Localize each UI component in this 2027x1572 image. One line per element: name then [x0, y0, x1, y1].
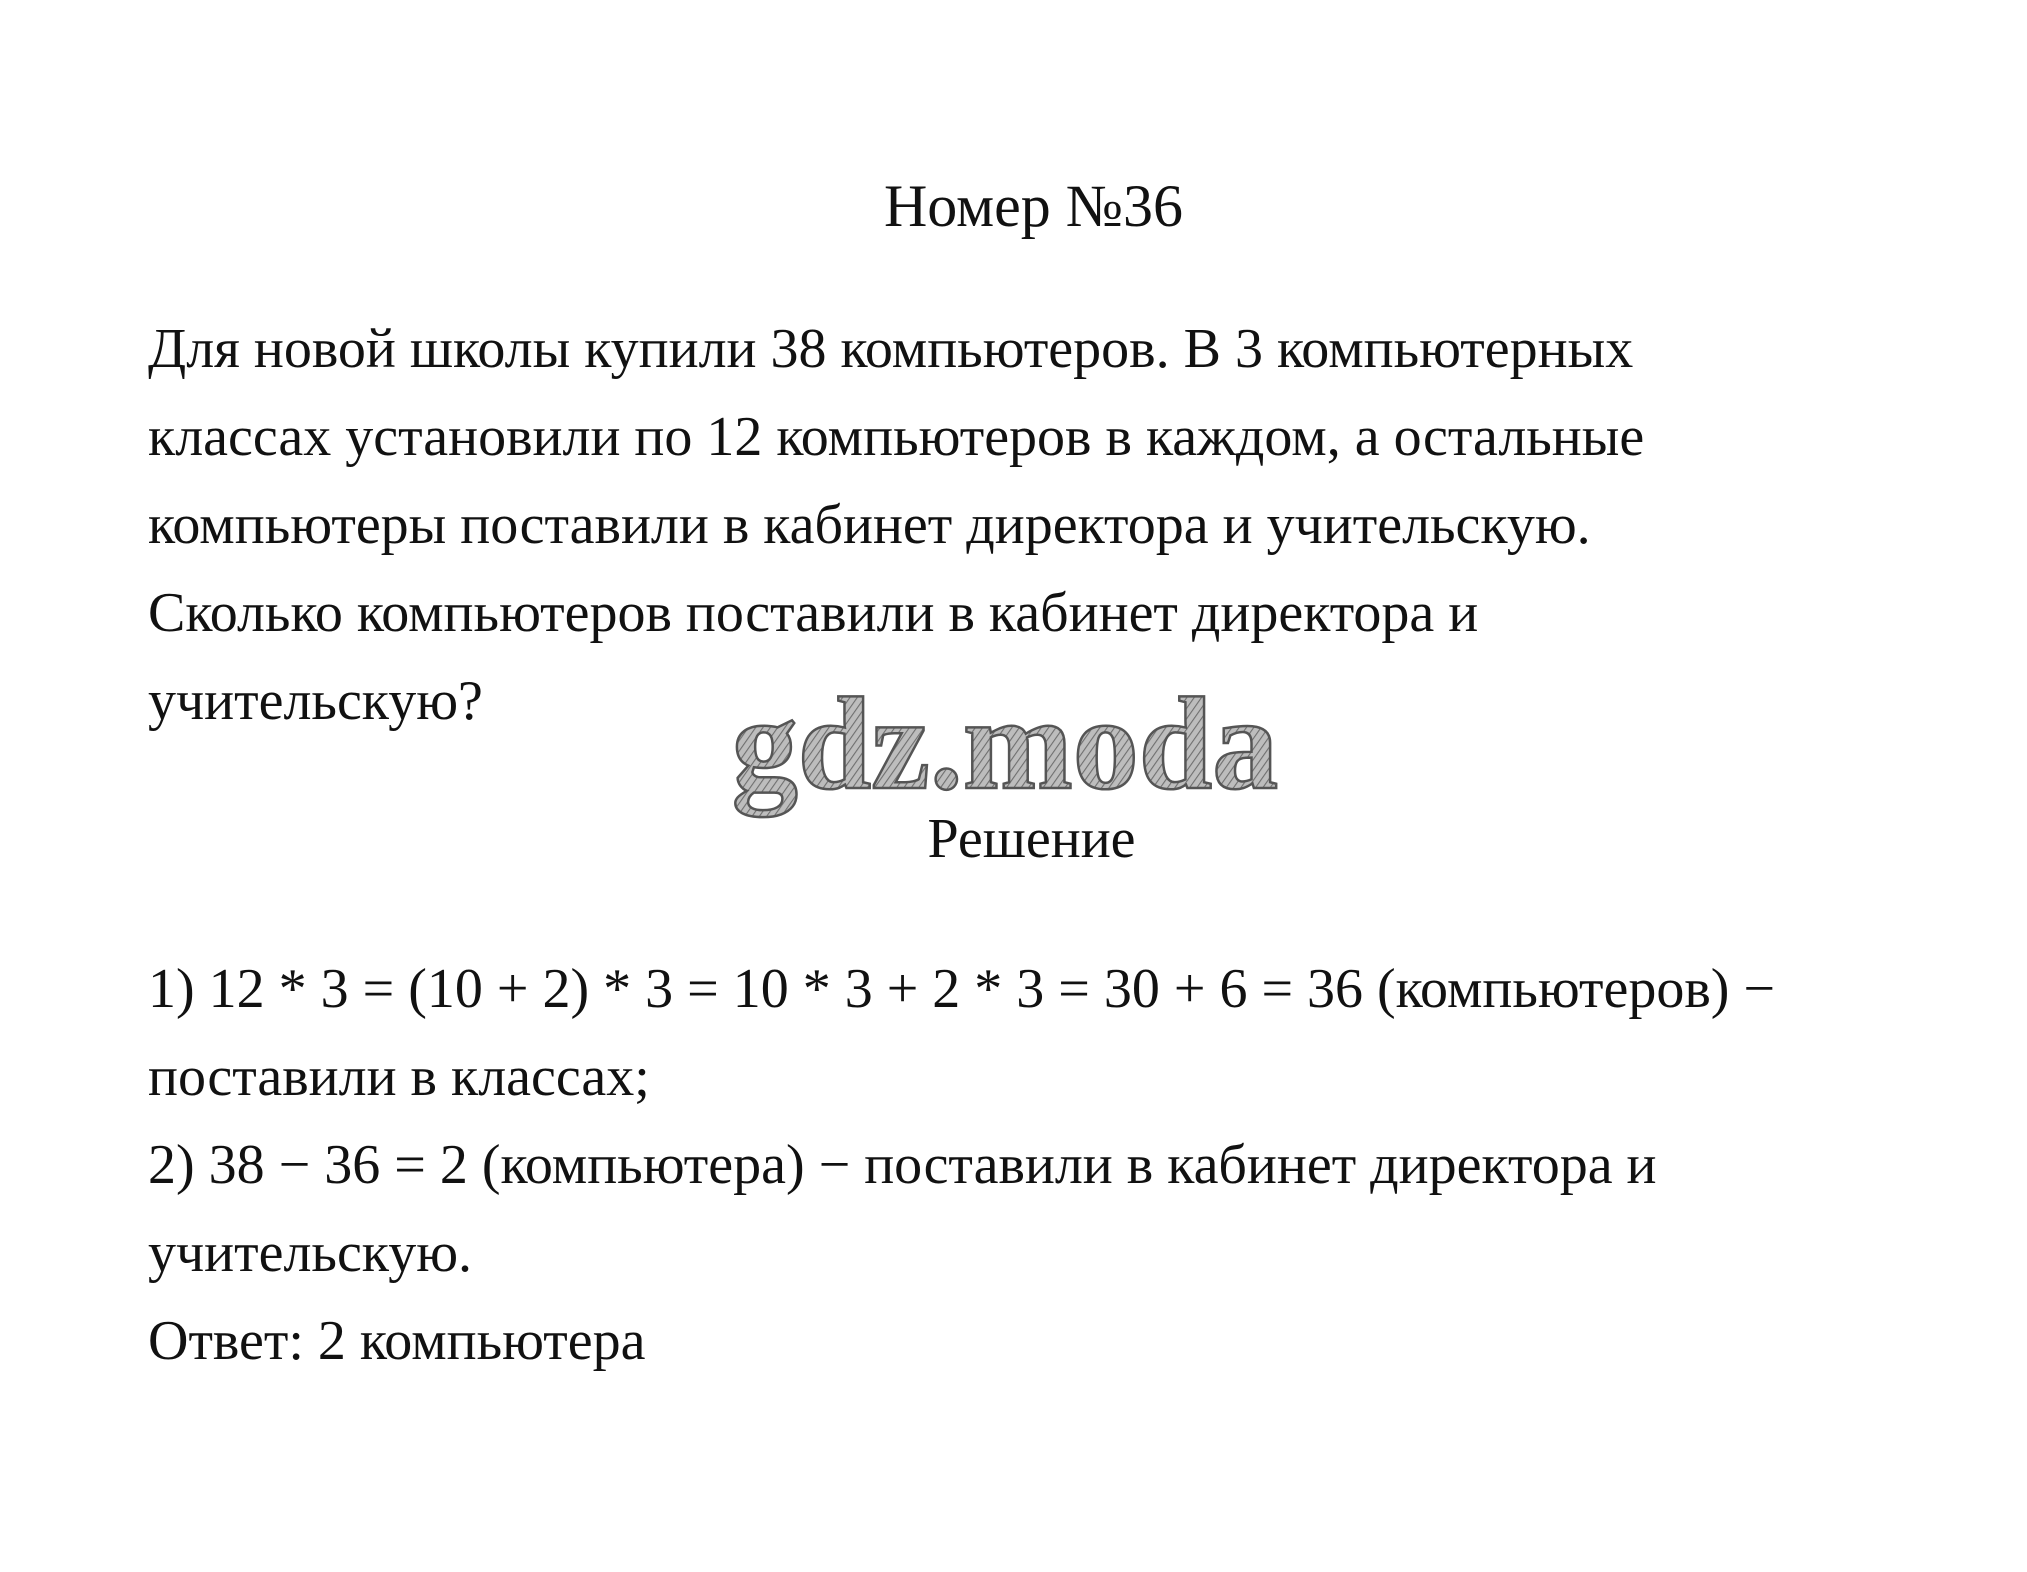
answer-line: Ответ: 2 компьютера [148, 1310, 646, 1372]
problem-text [148, 305, 1948, 745]
solution-text [148, 945, 2008, 1385]
solution-line: 2) 38 − 36 = 2 (компьютера) − поставили в кабинет директора и [148, 1134, 1657, 1196]
solution-line: поставили в классах; [148, 1046, 650, 1108]
solution-heading: Решение [927, 808, 1136, 870]
problem-line: классах установили по 12 компьютеров в каждом, а остальные [148, 406, 1645, 468]
problem-line: Для новой школы купили 38 компьютеров. В 3 компьютерных [148, 318, 1634, 380]
problem-line: учительскую? [148, 670, 483, 732]
watermark-text: gdz.moda [731, 680, 1279, 817]
solution-line: 1) 12 * 3 = (10 + 2) * 3 = 10 * 3 + 2 * 3 = 30 + 6 = 36 (компьютеров) − [148, 958, 1776, 1020]
exercise-title: Номер №36 [883, 173, 1184, 239]
problem-line: Сколько компьютеров поставили в кабинет директора и [148, 582, 1479, 644]
problem-line: компьютеры поставили в кабинет директора и учительскую. [148, 494, 1591, 556]
solution-line: учительскую. [148, 1222, 473, 1284]
